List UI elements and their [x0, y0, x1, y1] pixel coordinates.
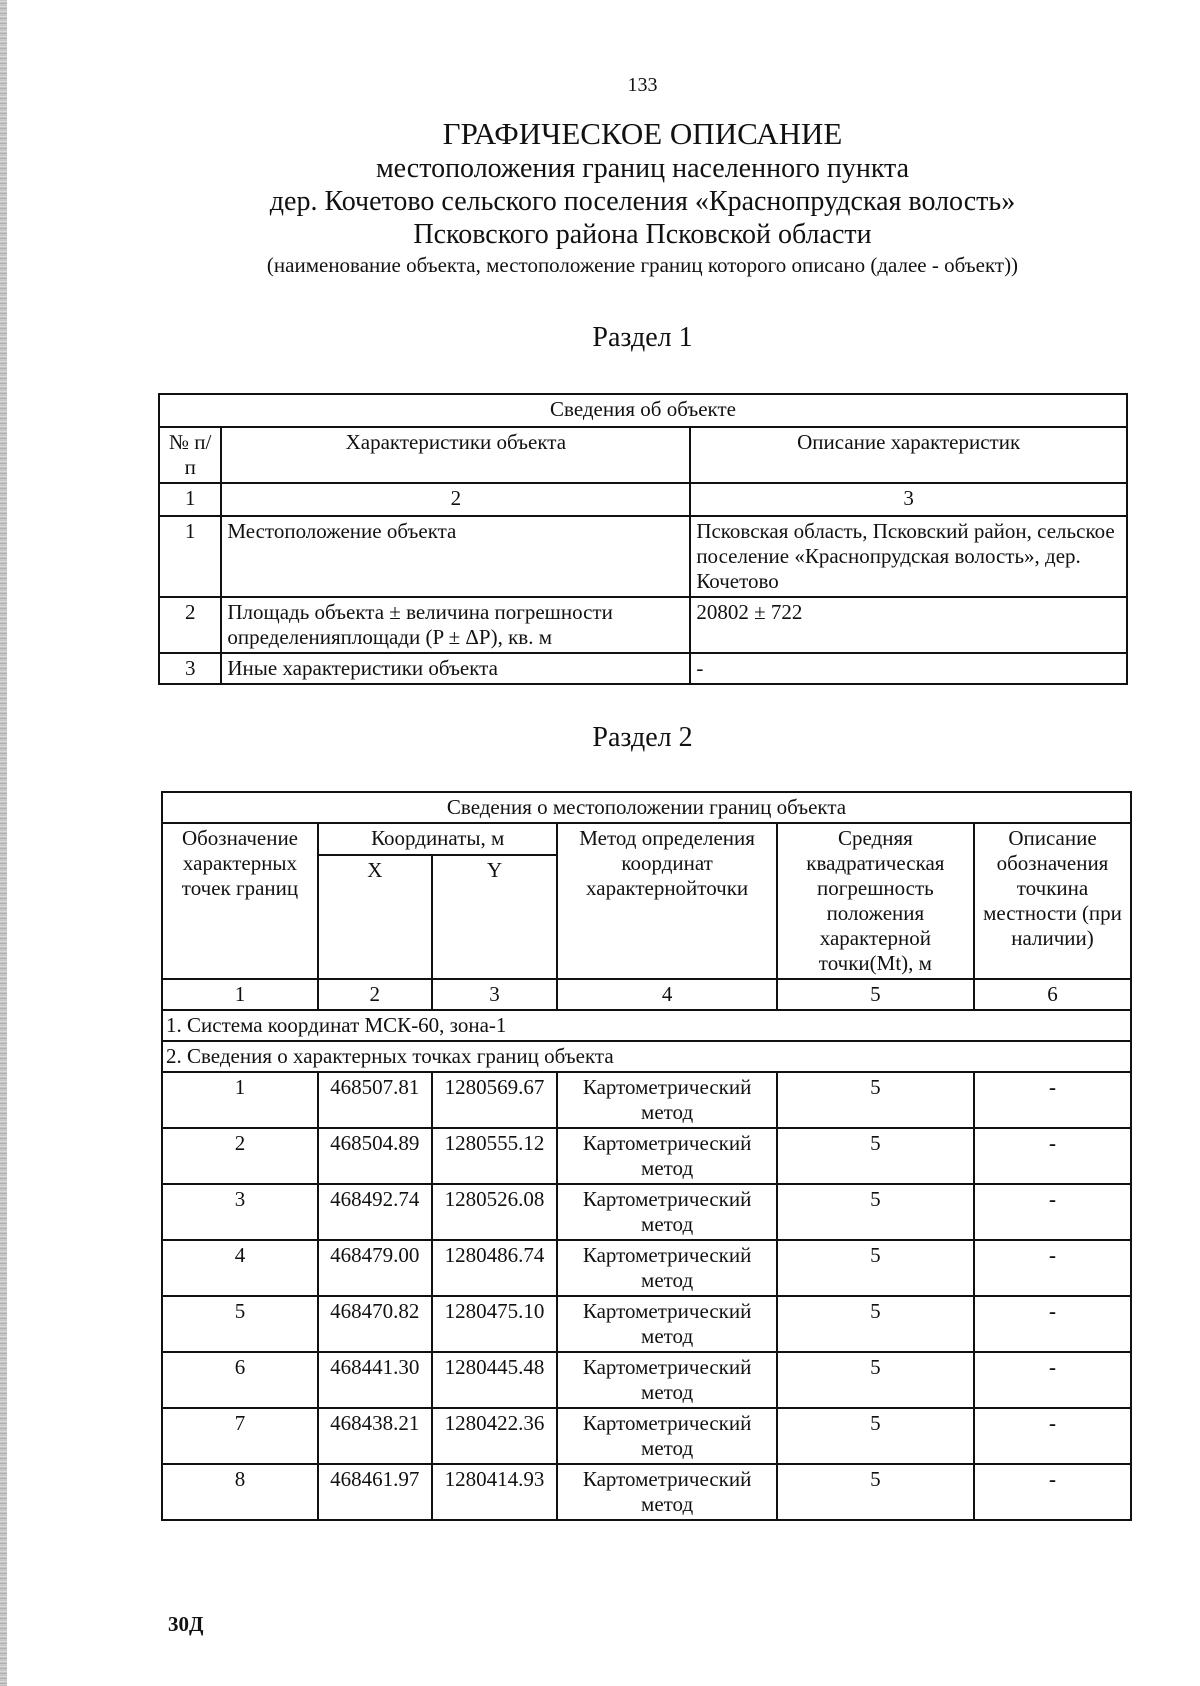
point-description: - — [974, 1184, 1131, 1240]
error: 5 — [777, 1408, 974, 1464]
column-number: 5 — [777, 979, 974, 1010]
title-line-3: Псковского района Псковской области — [413, 219, 872, 250]
coord-x: 468479.00 — [318, 1240, 432, 1296]
column-number: 2 — [221, 483, 690, 516]
coord-y: 1280555.12 — [432, 1128, 558, 1184]
method: Картометрический метод — [557, 1128, 776, 1184]
coord-y: 1280414.93 — [432, 1464, 558, 1520]
row-no: 1 — [159, 516, 221, 597]
coordinate-system-row: 1. Система координат МСК-60, зона-1 — [162, 1010, 1131, 1041]
point-id: 3 — [162, 1184, 318, 1240]
table-row — [162, 1408, 1131, 1464]
coord-x: 468507.81 — [318, 1072, 432, 1128]
table-caption: Сведения об объекте — [159, 394, 1127, 427]
column-number: 4 — [557, 979, 776, 1010]
method: Картометрический метод — [557, 1184, 776, 1240]
point-id: 4 — [162, 1240, 318, 1296]
header-method: Метод определения координат характернойточки — [557, 823, 776, 979]
coord-x: 468470.82 — [318, 1296, 432, 1352]
coord-x: 468504.89 — [318, 1128, 432, 1184]
title-line-2: дер. Кочетово сельского поселения «Краснопрудская волость» — [269, 186, 1016, 217]
coord-x: 468438.21 — [318, 1408, 432, 1464]
table-row — [159, 516, 1127, 597]
header-description: Описание характеристик — [690, 427, 1127, 483]
point-description: - — [974, 1072, 1131, 1128]
header-y: Y — [432, 855, 558, 979]
coord-x: 468441.30 — [318, 1352, 432, 1408]
column-number: 1 — [159, 483, 221, 516]
header-characteristic: Характеристики объекта — [221, 427, 690, 483]
boundary-points-table — [161, 791, 1132, 1521]
header-error: Средняя квадратическая погрешность положения характерной точки(Mt), м — [777, 823, 974, 979]
row-description: 20802 ± 722 — [690, 597, 1127, 653]
title-note: (наименование объекта, местоположение границ которого описано (далее - объект)) — [266, 253, 1019, 277]
method: Картометрический метод — [557, 1408, 776, 1464]
coord-y: 1280526.08 — [432, 1184, 558, 1240]
point-description: - — [974, 1240, 1131, 1296]
point-id: 2 — [162, 1128, 318, 1184]
header-x: X — [318, 855, 432, 979]
table-row — [159, 653, 1127, 684]
error: 5 — [777, 1072, 974, 1128]
column-number: 3 — [690, 483, 1127, 516]
column-number: 1 — [162, 979, 318, 1010]
row-no: 2 — [159, 597, 221, 653]
point-description: - — [974, 1464, 1131, 1520]
error: 5 — [777, 1352, 974, 1408]
row-description: Псковская область, Псковский район, сельское поселение «Краснопрудская волость», дер. Кочетово — [690, 516, 1127, 597]
error: 5 — [777, 1464, 974, 1520]
point-description: - — [974, 1296, 1131, 1352]
method: Картометрический метод — [557, 1464, 776, 1520]
coord-y: 1280486.74 — [432, 1240, 558, 1296]
point-id: 5 — [162, 1296, 318, 1352]
column-number: 2 — [318, 979, 432, 1010]
page-number: 133 — [627, 74, 658, 96]
point-description: - — [974, 1408, 1131, 1464]
table-row — [162, 1464, 1131, 1520]
point-description: - — [974, 1128, 1131, 1184]
points-info-row: 2. Сведения о характерных точках границ объекта — [162, 1041, 1131, 1072]
point-id: 6 — [162, 1352, 318, 1408]
title-line-1: местоположения границ населенного пункта — [375, 153, 910, 184]
table-row — [162, 1184, 1131, 1240]
row-no: 3 — [159, 653, 221, 684]
column-number: 6 — [974, 979, 1131, 1010]
document-title: ГРАФИЧЕСКОЕ ОПИСАНИЕ — [442, 116, 843, 151]
coord-y: 1280569.67 — [432, 1072, 558, 1128]
coord-y: 1280475.10 — [432, 1296, 558, 1352]
point-id: 1 — [162, 1072, 318, 1128]
method: Картометрический метод — [557, 1240, 776, 1296]
coord-x: 468492.74 — [318, 1184, 432, 1240]
header-coordinates: Координаты, м — [318, 823, 557, 855]
table-row — [162, 1352, 1131, 1408]
error: 5 — [777, 1184, 974, 1240]
row-characteristic: Местоположение объекта — [221, 516, 690, 597]
header-point: Обозначение характерных точек границ — [162, 823, 318, 979]
table-caption: Сведения о местоположении границ объекта — [162, 792, 1131, 823]
section-1-title: Раздел 1 — [592, 322, 693, 353]
coord-y: 1280422.36 — [432, 1408, 558, 1464]
point-id: 7 — [162, 1408, 318, 1464]
table-row — [159, 597, 1127, 653]
row-description: - — [690, 653, 1127, 684]
coord-y: 1280445.48 — [432, 1352, 558, 1408]
row-characteristic: Площадь объекта ± величина погрешности определенияплощади (P ± ΔP), кв. м — [221, 597, 690, 653]
footer-code: 30Д — [168, 1612, 204, 1636]
header-point-description: Описание обозначения точкина местности (при наличии) — [974, 823, 1131, 979]
method: Картометрический метод — [557, 1296, 776, 1352]
section-2-title: Раздел 2 — [592, 722, 693, 753]
table-row — [162, 1240, 1131, 1296]
error: 5 — [777, 1240, 974, 1296]
table-row — [162, 1296, 1131, 1352]
method: Картометрический метод — [557, 1072, 776, 1128]
document-header — [0, 116, 1200, 279]
point-id: 8 — [162, 1464, 318, 1520]
method: Картометрический метод — [557, 1352, 776, 1408]
column-number: 3 — [432, 979, 558, 1010]
row-characteristic: Иные характеристики объекта — [221, 653, 690, 684]
coord-x: 468461.97 — [318, 1464, 432, 1520]
error: 5 — [777, 1296, 974, 1352]
point-description: - — [974, 1352, 1131, 1408]
header-no: № п/п — [159, 427, 221, 483]
error: 5 — [777, 1128, 974, 1184]
object-info-table — [158, 393, 1128, 685]
table-row — [162, 1072, 1131, 1128]
table-row — [162, 1128, 1131, 1184]
